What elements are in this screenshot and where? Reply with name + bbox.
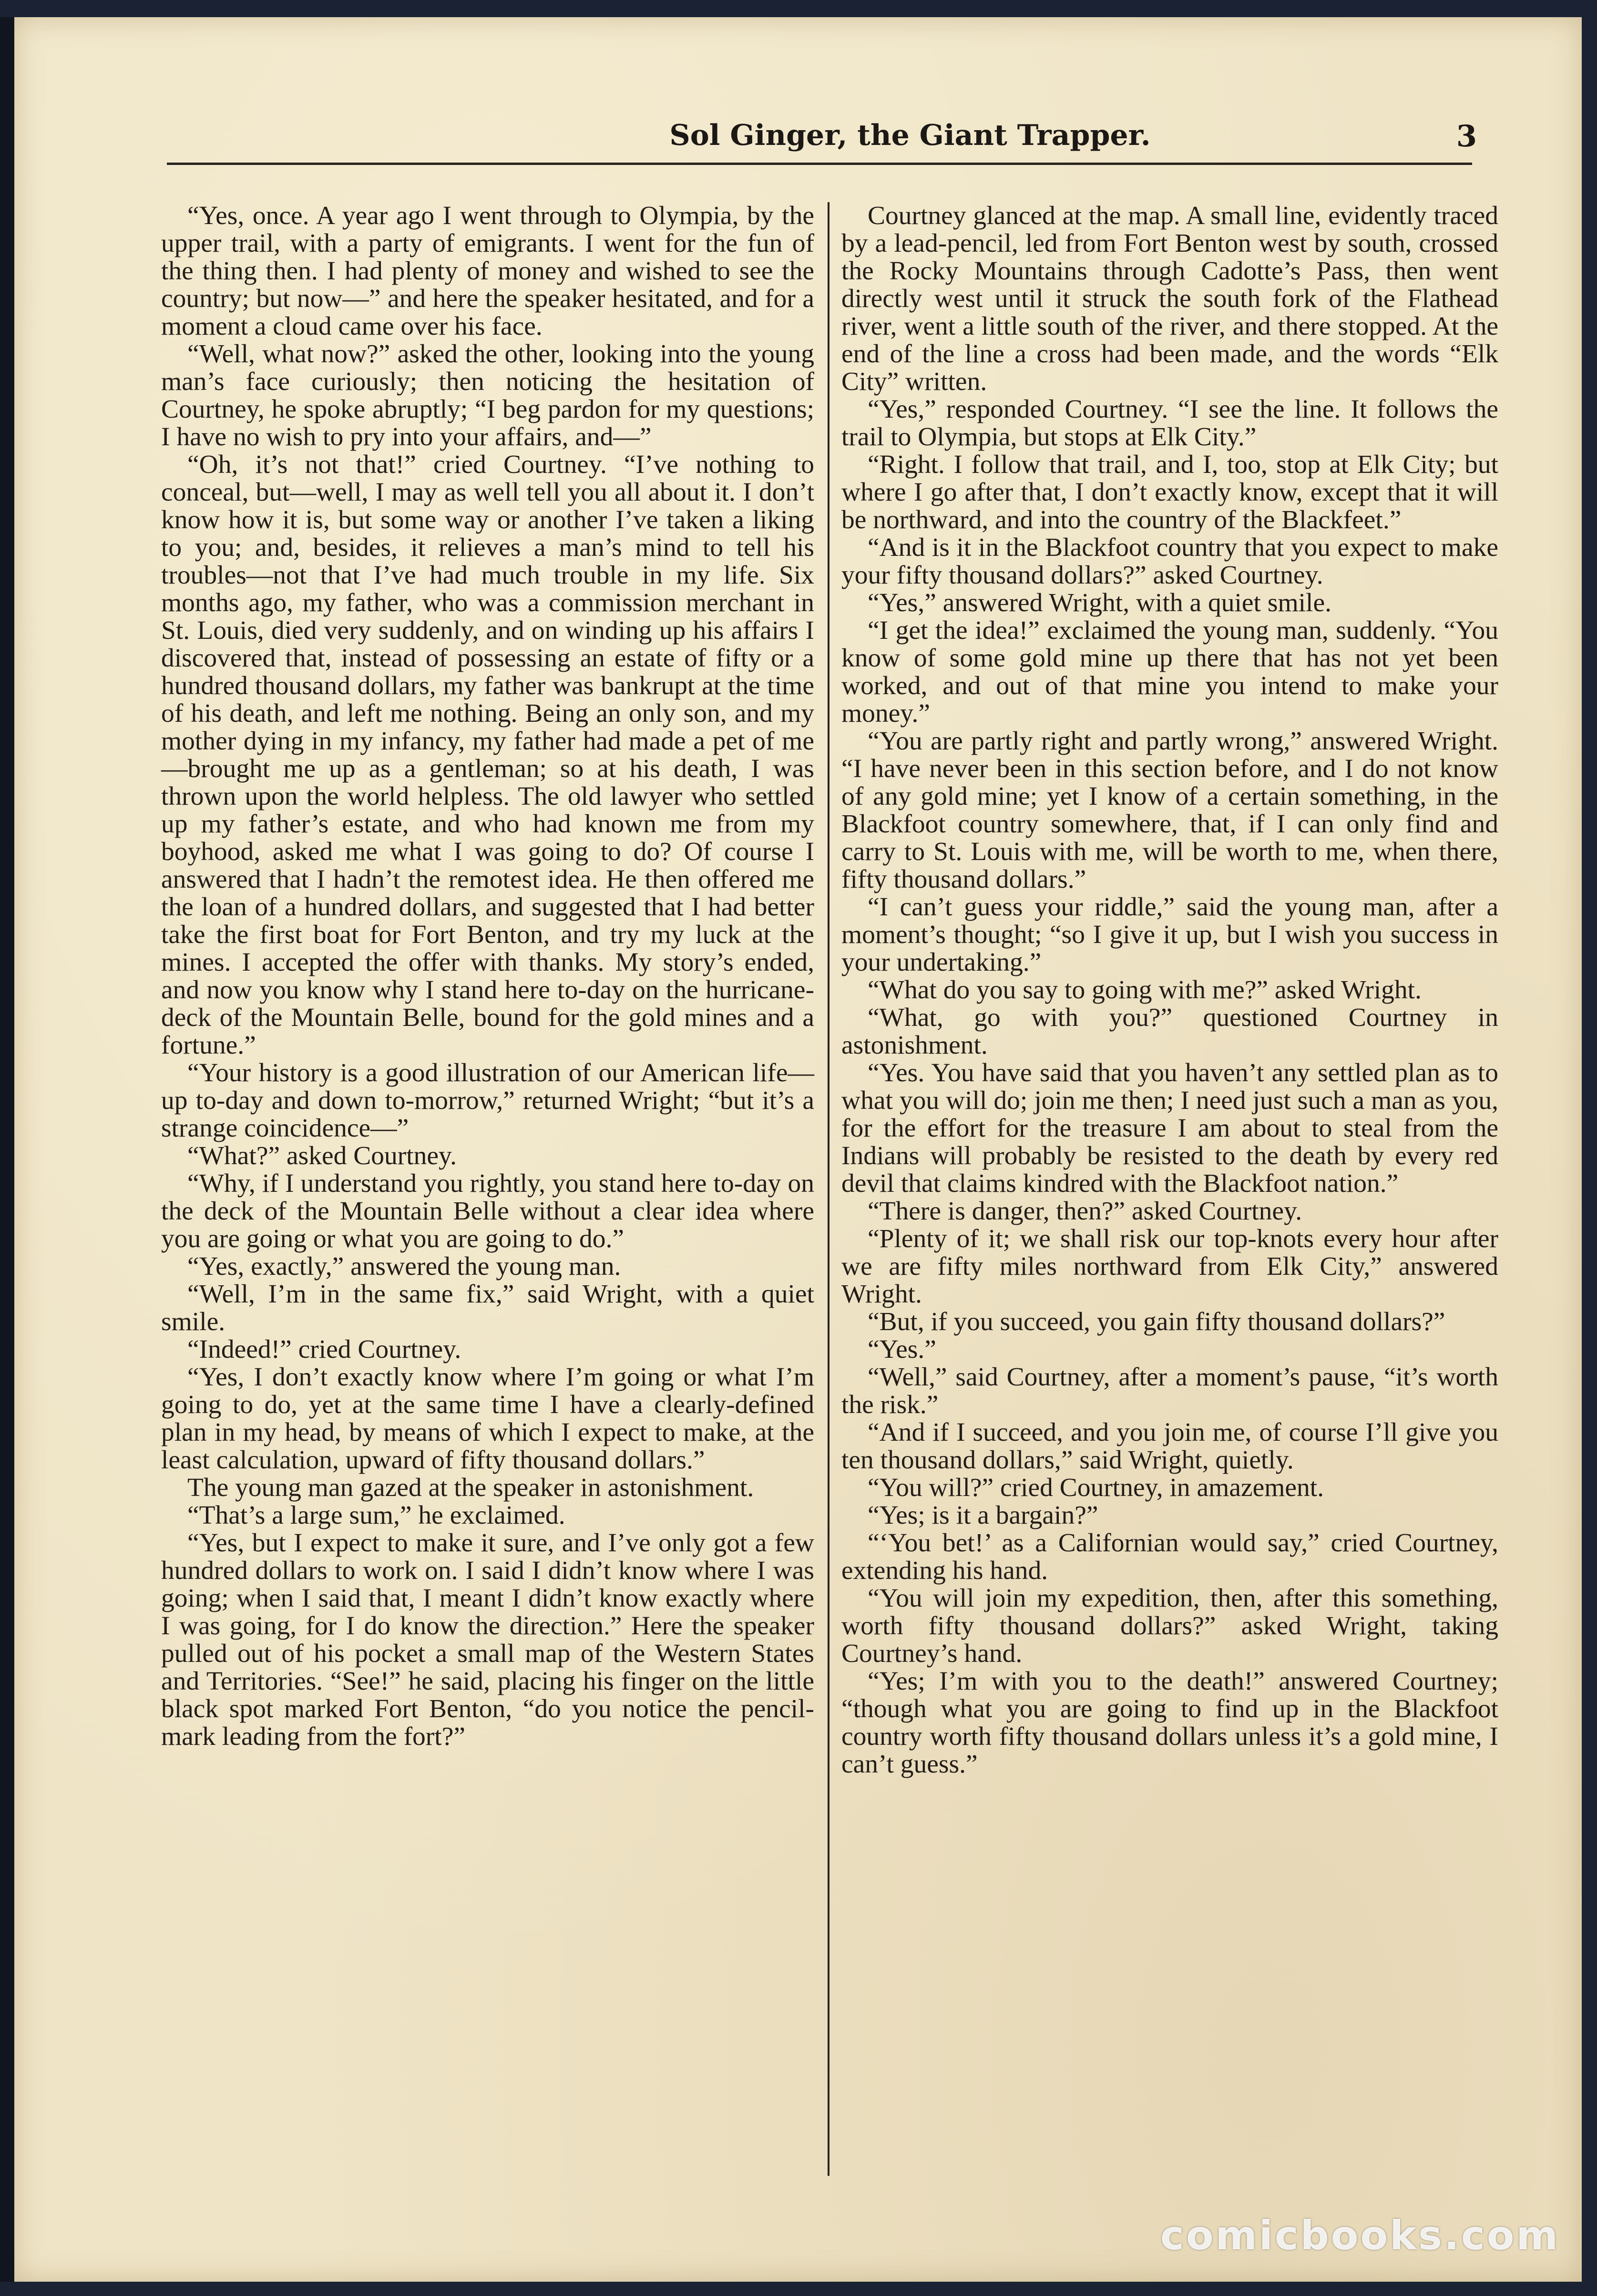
paragraph: “There is danger, then?” asked Courtney. [868, 1197, 1302, 1226]
paragraph: “Well, what now?” asked the other, looking into the young man’s face curiously; then noticing the hesitation of Courtney, he spoke abruptly; “I beg pardon for my questions; I have no wish to pry into your affairs, and—” [161, 339, 814, 451]
page-binding-edge [0, 17, 14, 2282]
paragraph: “Well, I’m in the same fix,” said Wright, with a quiet smile. [161, 1280, 814, 1336]
running-header [167, 105, 1477, 165]
book-page [14, 17, 1582, 2282]
paragraph: “Yes.” [868, 1335, 936, 1364]
paragraph: “Yes; I’m with you to the death!” answered Courtney; “though what you are going to find up in the Blackfoot country worth fifty thousand dollars unless it’s a gold mine, I can’t guess.” [841, 1667, 1498, 1779]
paragraph: “Right. I follow that trail, and I, too, stop at Elk City; but where I go after that, I don’t exactly know, except that it will be northward, and into the country of the Blackfeet.” [841, 450, 1498, 534]
paragraph: “Why, if I understand you rightly, you stand here to-day on the deck of the Mountain Belle without a clear idea where you are going or what you are going to do.” [161, 1169, 814, 1253]
paragraph: “Yes,” answered Wright, with a quiet smile. [868, 588, 1331, 617]
paragraph: “Plenty of it; we shall risk our top-knots every hour after we are fifty miles northward from Elk City,” answered Wright. [841, 1224, 1498, 1309]
paragraph: “Yes, I don’t exactly know where I’m going or what I’m going to do, yet at the same time I have a clearly-defined plan in my head, by means of which I expect to make, at the least calculation, upward of fifty thousand dollars.” [161, 1363, 814, 1475]
paragraph: “And is it in the Blackfoot country that you expect to make your fifty thousand dollars?” asked Courtney. [841, 533, 1498, 590]
paragraph: “Oh, it’s not that!” cried Courtney. “I’ve nothing to conceal, but—well, I may as well tell you all about it. I don’t know how it is, but some way or another I’ve taken a liking to you; and, besides, it relieves a man’s mind to tell his troubles—not that I’ve had much trouble in my life. Six months ago, my father, who was a commission merchant in St. Louis, died very suddenly, and on winding up his affairs I discovered that, instead of possessing an estate of fifty or a hundred thousand dollars, my father was bankrupt at the time of his death, and left me nothing. Being an only son, and my mother dying in my infancy, my father had made a pet of me—brought me up as a gentleman; so at his death, I was thrown upon the world helpless. The old lawyer who settled up my father’s estate, and who had known me from my boyhood, asked me what I was going to do? Of course I answered that I hadn’t the remotest idea. He then offered me the loan of a hundred dollars, and suggested that I had better take the first boat for Fort Benton, and try my luck at the mines. I accepted the offer with thanks. My story’s ended, and now you know why I stand here to-day on the hurricane-deck of the Mountain Belle, bound for the gold mines and a fortune.” [161, 450, 814, 1060]
paragraph: “Yes,” responded Courtney. “I see the line. It follows the trail to Olympia, but stops at Elk City.” [841, 395, 1498, 451]
paragraph: “Well,” said Courtney, after a moment’s pause, “it’s worth the risk.” [841, 1363, 1498, 1419]
paragraph: “‘You bet!’ as a Californian would say,” cried Courtney, extending his hand. [841, 1528, 1498, 1585]
paragraph: “You will join my expedition, then, after this something, worth fifty thousand dollars?” asked Wright, taking Courtney’s hand. [841, 1584, 1498, 1668]
paragraph: “I can’t guess your riddle,” said the young man, after a moment’s thought; “so I give it up, but I wish you success in your undertaking.” [841, 892, 1498, 977]
paragraph: “You will?” cried Courtney, in amazement. [868, 1473, 1324, 1502]
paragraph: “Yes; is it a bargain?” [868, 1501, 1098, 1530]
paragraph: “But, if you succeed, you gain fifty thousand dollars?” [868, 1307, 1445, 1336]
paragraph: Courtney glanced at the map. A small line, evidently traced by a lead-pencil, led from Fort Benton west by south, crossed the Rocky Mountains through Cadotte’s Pass, then went directly west until it struck the south fork of the Flathead river, went a little south of the river, and there stopped. At the end of the line a cross had been made, and the words “Elk City” written. [841, 201, 1498, 396]
paragraph: “You are partly right and partly wrong,” answered Wright. “I have never been in this section before, and I do not know of any gold mine; yet I know of a certain something, in the Blackfoot country somewhere, that, if I can only find and carry to St. Louis with me, will be worth to me, when there, fifty thousand dollars.” [841, 727, 1498, 894]
source-watermark: comicbooks.com [1160, 2212, 1560, 2259]
left-column [161, 202, 814, 1751]
paragraph: “What?” asked Courtney. [187, 1141, 457, 1170]
paragraph: “Yes, once. A year ago I went through to Olympia, by the upper trail, with a party of emigrants. I went for the fun of the thing then. I had plenty of money and wished to see the country; but now—” and here the speaker hesitated, and for a moment a cloud came over his face. [161, 201, 814, 341]
paragraph: “What do you say to going with me?” asked Wright. [868, 975, 1422, 1004]
paragraph: “Yes, but I expect to make it sure, and I’ve only got a few hundred dollars to work on. I said I didn’t know where I was going; when I said that, I meant I didn’t know exactly where I was going, for I do know the direction.” Here the speaker pulled out of his pocket a small map of the Western States and Territories. “See!” he said, placing his finger on the little black spot marked Fort Benton, “do you notice the pencil-mark leading from the fort?” [161, 1528, 814, 1751]
paragraph: “Indeed!” cried Courtney. [187, 1335, 461, 1364]
paragraph: The young man gazed at the speaker in astonishment. [187, 1473, 754, 1502]
right-column [841, 202, 1498, 1778]
paragraph: “What, go with you?” questioned Courtney in astonishment. [841, 1003, 1498, 1060]
paragraph: “Yes. You have said that you haven’t any settled plan as to what you will do; join me then; I need just such a man as you, for the effort for the treasure I am about to steal from the Indians will probably be resisted to the death by every red devil that claims kindred with the Blackfoot nation.” [841, 1058, 1498, 1198]
paragraph: “Your history is a good illustration of our American life—up to-day and down to-morrow,” returned Wright; “but it’s a strange coincidence—” [161, 1058, 814, 1143]
paragraph: “And if I succeed, and you join me, of course I’ll give you ten thousand dollars,” said Wright, quietly. [841, 1418, 1498, 1475]
running-title: Sol Ginger, the Giant Trapper. [669, 119, 1151, 152]
column-divider [828, 202, 829, 2176]
paragraph: “Yes, exactly,” answered the young man. [187, 1252, 621, 1281]
paragraph: “That’s a large sum,” he exclaimed. [187, 1501, 565, 1530]
paragraph: “I get the idea!” exclaimed the young man, suddenly. “You know of some gold mine up there that has not yet been worked, and out of that mine you intend to make your money.” [841, 616, 1498, 728]
page-number: 3 [1456, 119, 1477, 154]
